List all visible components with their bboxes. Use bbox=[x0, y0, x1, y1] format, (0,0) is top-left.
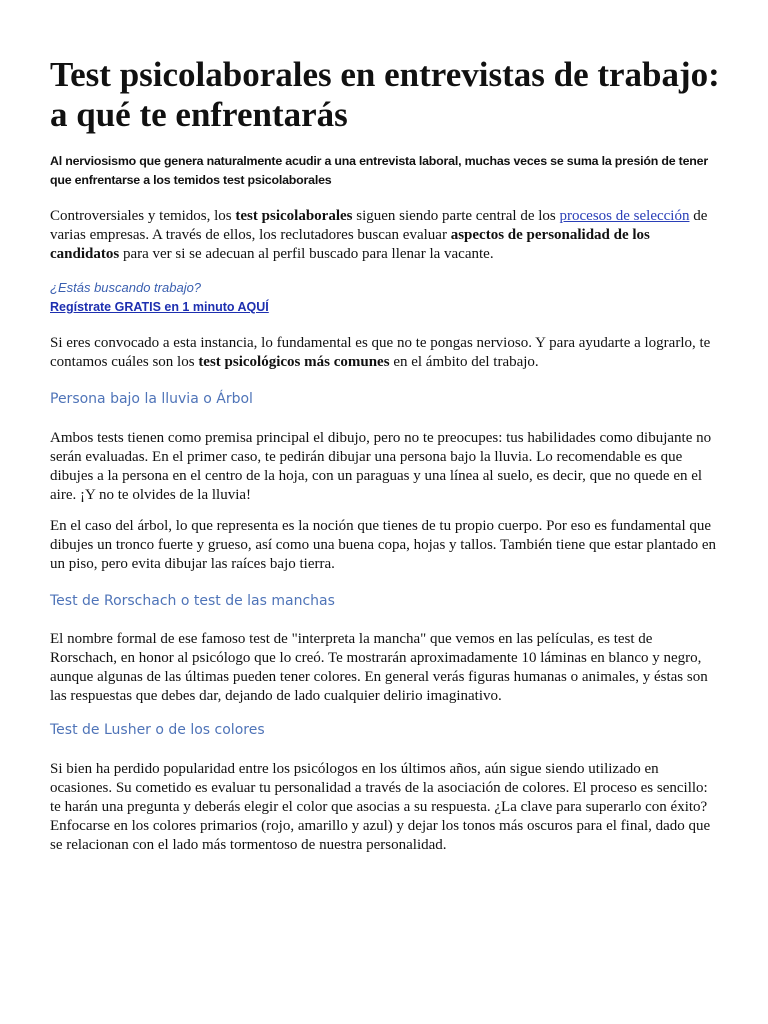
para2-bold-1: test psicológicos más comunes bbox=[198, 354, 390, 370]
article-lead: Al nerviosismo que genera naturalmente acudir a una entrevista laboral, muchas veces se suma la presión de tener que enfrentarse a los temidos test psicolaborales bbox=[50, 154, 708, 187]
article-title: Test psicolaborales en entrevistas de trabajo: a qué te enfrentarás bbox=[50, 55, 720, 134]
intro-text-2: siguen siendo parte central de los bbox=[352, 208, 560, 224]
section-heading-lusher: Test de Lusher o de los colores bbox=[50, 722, 265, 738]
intro-bold-1: test psicolaborales bbox=[235, 208, 353, 224]
intro-text-1: Controversiales y temidos, los bbox=[50, 208, 236, 224]
para2-text-1: Si eres convocado a esta instancia, lo fundamental es que no te pongas nervioso. Y para ayudarte a lograrlo, te contamos cuáles son los bbox=[50, 335, 711, 370]
register-link[interactable]: Regístrate GRATIS en 1 minuto AQUÍ bbox=[50, 300, 269, 314]
section-heading-rorschach: Test de Rorschach o test de las manchas bbox=[50, 593, 335, 609]
intro-text-3: de varias empresas. A través de ellos, los reclutadores buscan evaluar bbox=[50, 208, 708, 243]
intro-bold-2: aspectos de personalidad de los candidatos bbox=[50, 227, 650, 262]
job-search-question: ¿Estás buscando trabajo? bbox=[50, 280, 202, 295]
section-paragraph: En el caso del árbol, lo que representa es la noción que tienes de tu propio cuerpo. Por eso es fundamental que dibujes un tronco fuerte y grueso, así como una buena copa, hojas y tallos. También tiene que estar plantado en un piso, pero evita dibujar las raíces bajo tierra. bbox=[50, 518, 716, 572]
para2-text-2: en el ámbito del trabajo. bbox=[389, 354, 539, 370]
tests-intro-paragraph bbox=[50, 334, 718, 372]
intro-text-4: para ver si se adecuan al perfil buscado para llenar la vacante. bbox=[119, 246, 494, 262]
section-heading-lluvia-arbol: Persona bajo la lluvia o Árbol bbox=[50, 391, 253, 407]
intro-paragraph bbox=[50, 207, 718, 264]
procesos-seleccion-link[interactable]: procesos de selección bbox=[559, 208, 690, 224]
section-paragraph: El nombre formal de ese famoso test de "interpreta la mancha" que vemos en las películas, es test de Rorschach, en honor al psicólogo que lo creó. Te mostrarán aproximadamente 10 láminas en blanco y negro, aunque algunas de las últimas pueden tener colores. En general verás figuras humanas o animales, y éstas son las respuestas que debes dar, dejando de lado cualquier delirio imaginativo. bbox=[50, 631, 708, 704]
section-paragraph: Si bien ha perdido popularidad entre los psicólogos en los últimos años, aún sigue siendo utilizado en ocasiones. Su cometido es evaluar tu personalidad a través de la asociación de colores. El proceso es sencillo: te harán una pregunta y deberás elegir el color que asocias a su respuesta. ¿La clave para superarlo con éxito? Enfocarse en los colores primarios (rojo, amarillo y azul) y dejar los tonos más oscuros para el final, dado que se relacionan con el lado más tormentoso de nuestra personalidad. bbox=[50, 761, 711, 853]
section-paragraph: Ambos tests tienen como premisa principal el dibujo, pero no te preocupes: tus habilidades como dibujante no serán evaluadas. En el primer caso, te pedirán dibujar una persona bajo la lluvia. Lo recomendable es que dibujes a la persona en el centro de la hoja, con un paraguas y una línea al suelo, es decir, que no quede en el aire. ¡Y no te olvides de la lluvia! bbox=[50, 430, 712, 503]
